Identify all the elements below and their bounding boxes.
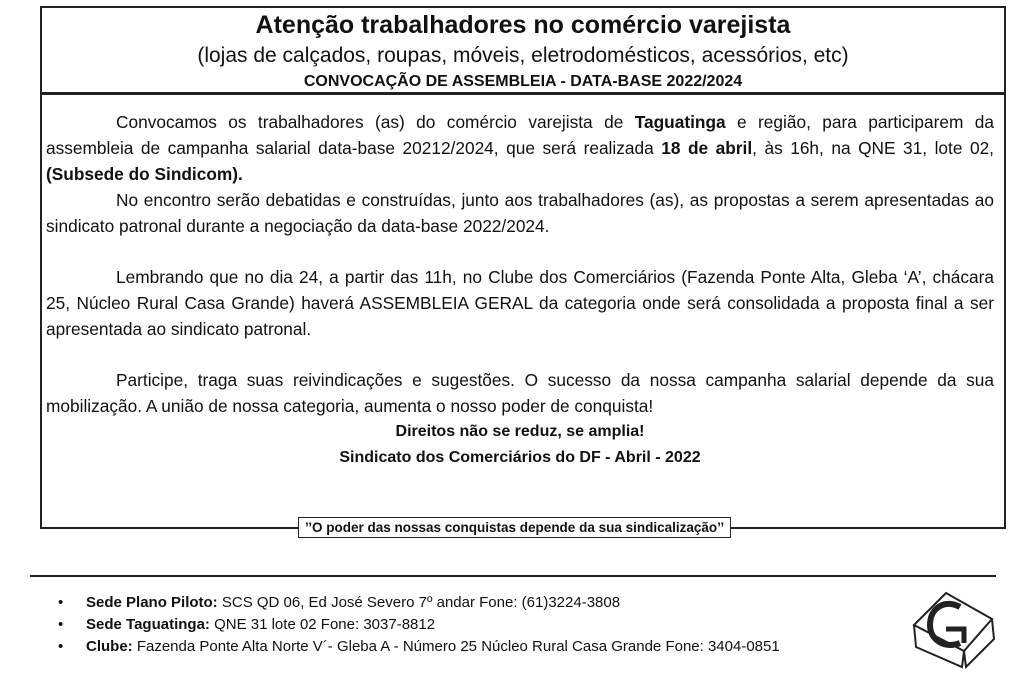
list-item: [58, 592, 780, 614]
meeting-venue: (Subsede do Sindicom).: [46, 164, 243, 184]
notice-body: [40, 93, 1006, 529]
contact-list: [58, 592, 780, 658]
paragraph-debate: No encontro serão debatidas e construídas, junto aos trabalhadores (as), as propostas a serem apresentadas ao sindicato patronal durante a negociação da data-base 2022/2024.: [46, 190, 994, 236]
list-item: [58, 614, 780, 636]
page-subtitle: (lojas de calçados, roupas, móveis, eletrodomésticos, acessórios, etc): [197, 44, 849, 67]
convocation-heading: CONVOCAÇÃO DE ASSEMBLEIA - DATA-BASE 2022/2024: [303, 73, 743, 90]
bullet-icon: •: [58, 638, 64, 655]
header-box: [40, 6, 1006, 94]
contact-label: Clube:: [86, 638, 133, 655]
divider: [30, 575, 996, 577]
location-name: Taguatinga: [634, 112, 726, 132]
signature: Sindicato dos Comerciários do DF - Abril - 2022: [339, 449, 701, 466]
sindicom-logo-icon: [906, 585, 996, 669]
contact-label: Sede Taguatinga:: [86, 616, 210, 633]
paragraph-participate: Participe, traga suas reivindicações e sugestões. O sucesso da nossa campanha salarial depende da sua mobilização. A união de nossa categoria, aumenta o nosso poder de conquista!: [46, 370, 994, 416]
list-item: [58, 636, 780, 658]
motto-banner: ’’O poder das nossas conquistas depende da sua sindicalização’’: [298, 517, 731, 538]
page-title: Atenção trabalhadores no comércio varejista: [255, 11, 791, 39]
paragraph-convocation: [46, 109, 994, 187]
contact-text: Fazenda Ponte Alta Norte V´- Gleba A - Número 25 Núcleo Rural Casa Grande Fone: 3404-0851: [132, 638, 780, 655]
contact-text: QNE 31 lote 02 Fone: 3037-8812: [209, 616, 436, 633]
bullet-icon: •: [58, 616, 64, 633]
text-segment: Convocamos os trabalhadores (as) do comércio varejista de: [116, 112, 635, 132]
text-segment: e região, para participarem da assembleia de campanha salarial data-base 20212/2024, que será realizada: [46, 112, 994, 158]
paragraph-general-assembly: Lembrando que no dia 24, a partir das 11h, no Clube dos Comerciários (Fazenda Ponte Alta, Gleba ‘A’, chácara 25, Núcleo Rural Casa Grande) haverá ASSEMBLEIA GERAL da categoria onde será consolidada a proposta final a ser apresentada ao sindicato patronal.: [46, 267, 994, 339]
bullet-icon: •: [58, 594, 64, 611]
text-segment: , às 16h, na QNE 31, lote 02,: [752, 138, 994, 158]
slogan: Direitos não se reduz, se amplia!: [395, 423, 645, 440]
meeting-date: 18 de abril: [661, 138, 753, 158]
contact-label: Sede Plano Piloto:: [86, 594, 218, 611]
contact-text: SCS QD 06, Ed José Severo 7º andar Fone: (61)3224-3808: [217, 594, 621, 611]
